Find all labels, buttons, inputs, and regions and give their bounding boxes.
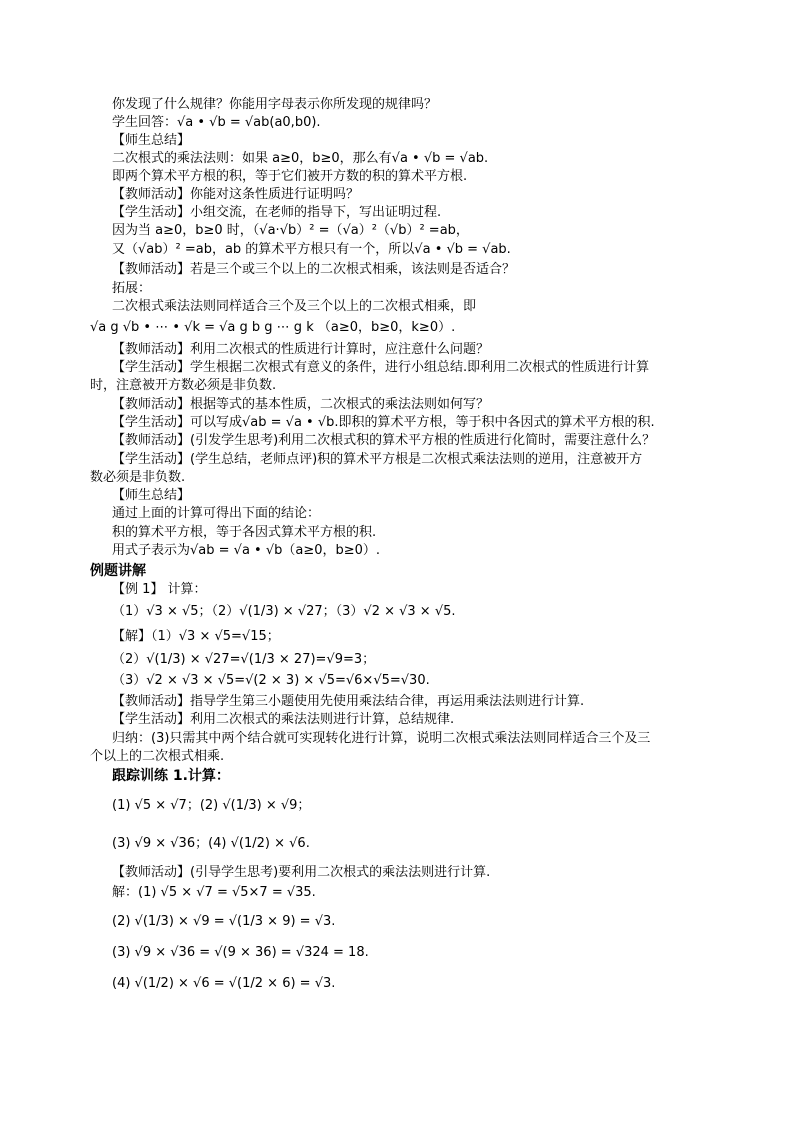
formula-line: √a g √b • ⋯ • √k = √a g b g ⋯ g k （a≥0，b≥0，k≥0）. [90,320,456,335]
text-line: 【教师活动】若是三个或三个以上的二次根式相乘，该法则是否适合？ [112,262,516,277]
text-line: 【教师活动】你能对这条性质进行证明吗？ [112,187,360,202]
text-line: 【学生活动】学生根据二次根式有意义的条件，进行小组总结.即利用二次根式的性质进行计算 [112,360,650,375]
text-line: 【学生活动】(学生总结，老师点评)积的算术平方根是二次根式乘法法则的逆用，注意被开方 [112,452,643,467]
text-line: 【学生活动】小组交流，在老师的指导下，写出证明过程. [112,205,442,220]
formula-line: （3）√2 × √3 × √5=√(2 × 3) × √5=√6×√5=√30. [112,673,430,688]
text-line: 【学生活动】利用二次根式的乘法法则进行计算，总结规律. [112,712,455,727]
text-line: 二次根式的乘法法则：如果 a≥0，b≥0，那么有√a • √b = √ab. [112,151,489,166]
text-line: 拓展： [112,281,152,296]
text-line: 你发现了什么规律？你能用字母表示你所发现的规律吗？ [112,97,438,112]
formula-line: (3) √9 × √36 = √(9 × 36) = √324 = 18. [112,945,369,960]
text-line: 【教师活动】根据等式的基本性质，二次根式的乘法法则如何写？ [112,397,490,412]
formula-line: 【解】（1）√3 × √5=√15； [112,629,280,644]
text-line: 【学生活动】可以写成√ab = √a • √b.即积的算术平方根，等于积中各因式的算术平方根的积. [112,415,655,430]
text-line: 通过上面的计算可得出下面的结论： [112,506,321,521]
text-line: 因为当 a≥0，b≥0 时，（√a·√b）² =（√a）²（√b）² =ab， [112,223,469,238]
text-line: 学生回答：√a • √b = √ab(a0,b0). [112,115,321,130]
formula-line: 解：(1) √5 × √7 = √5×7 = √35. [112,885,316,900]
formula-line: （2）√(1/3) × √27=√(1/3 × 27)=√9=3； [112,652,376,667]
formula-line: (2) √(1/3) × √9 = √(1/3 × 9) = √3. [112,914,336,929]
section-label: 【师生总结】 [112,488,191,503]
section-label: 【师生总结】 [112,133,191,148]
formula-line: (3) √9 × √36；(4) √(1/2) × √6. [112,836,310,851]
formula-line: (1) √5 × √7；(2) √(1/3) × √9； [112,798,311,813]
text-line: 【例 1】 计算： [112,582,207,597]
text-line: 二次根式乘法法则同样适合三个及三个以上的二次根式相乘，即 [112,299,477,314]
text-line: 【教师活动】利用二次根式的性质进行计算时，应注意什么问题？ [112,342,490,357]
text-line: 积的算术平方根，等于各因式算术平方根的积. [112,525,377,540]
text-line: 又（√ab）² =ab，ab 的算术平方根只有一个，所以√a • √b = √ab. [112,242,511,257]
text-line: 数必须是非负数. [90,470,186,485]
formula-line: (4) √(1/2) × √6 = √(1/2 × 6) = √3. [112,976,336,991]
text-line: 【教师活动】(引导学生思考)要利用二次根式的乘法法则进行计算. [112,865,491,880]
text-line: 即两个算术平方根的积，等于它们被开方数的积的算术平方根. [112,169,468,184]
formula-line: （1）√3 × √5；（2）√(1/3) × √27；（3）√2 × √3 × √5. [112,604,456,619]
text-line: 个以上的二次根式相乘. [90,749,225,764]
section-heading: 跟踪训练 1.计算： [112,768,230,784]
text-line: 归纳：(3)只需其中两个结合就可实现转化进行计算，说明二次根式乘法法则同样适合三个及三 [112,731,651,746]
text-line: 时，注意被开方数必须是非负数. [90,378,277,393]
text-line: 【教师活动】指导学生第三小题使用先使用乘法结合律，再运用乘法法则进行计算. [112,694,585,709]
text-line: 【教师活动】(引发学生思考)利用二次根式积的算术平方根的性质进行化简时，需要注意什么？ [112,433,656,448]
section-heading: 例题讲解 [90,563,146,579]
text-line: 用式子表示为√ab = √a • √b（a≥0，b≥0）. [112,543,381,558]
